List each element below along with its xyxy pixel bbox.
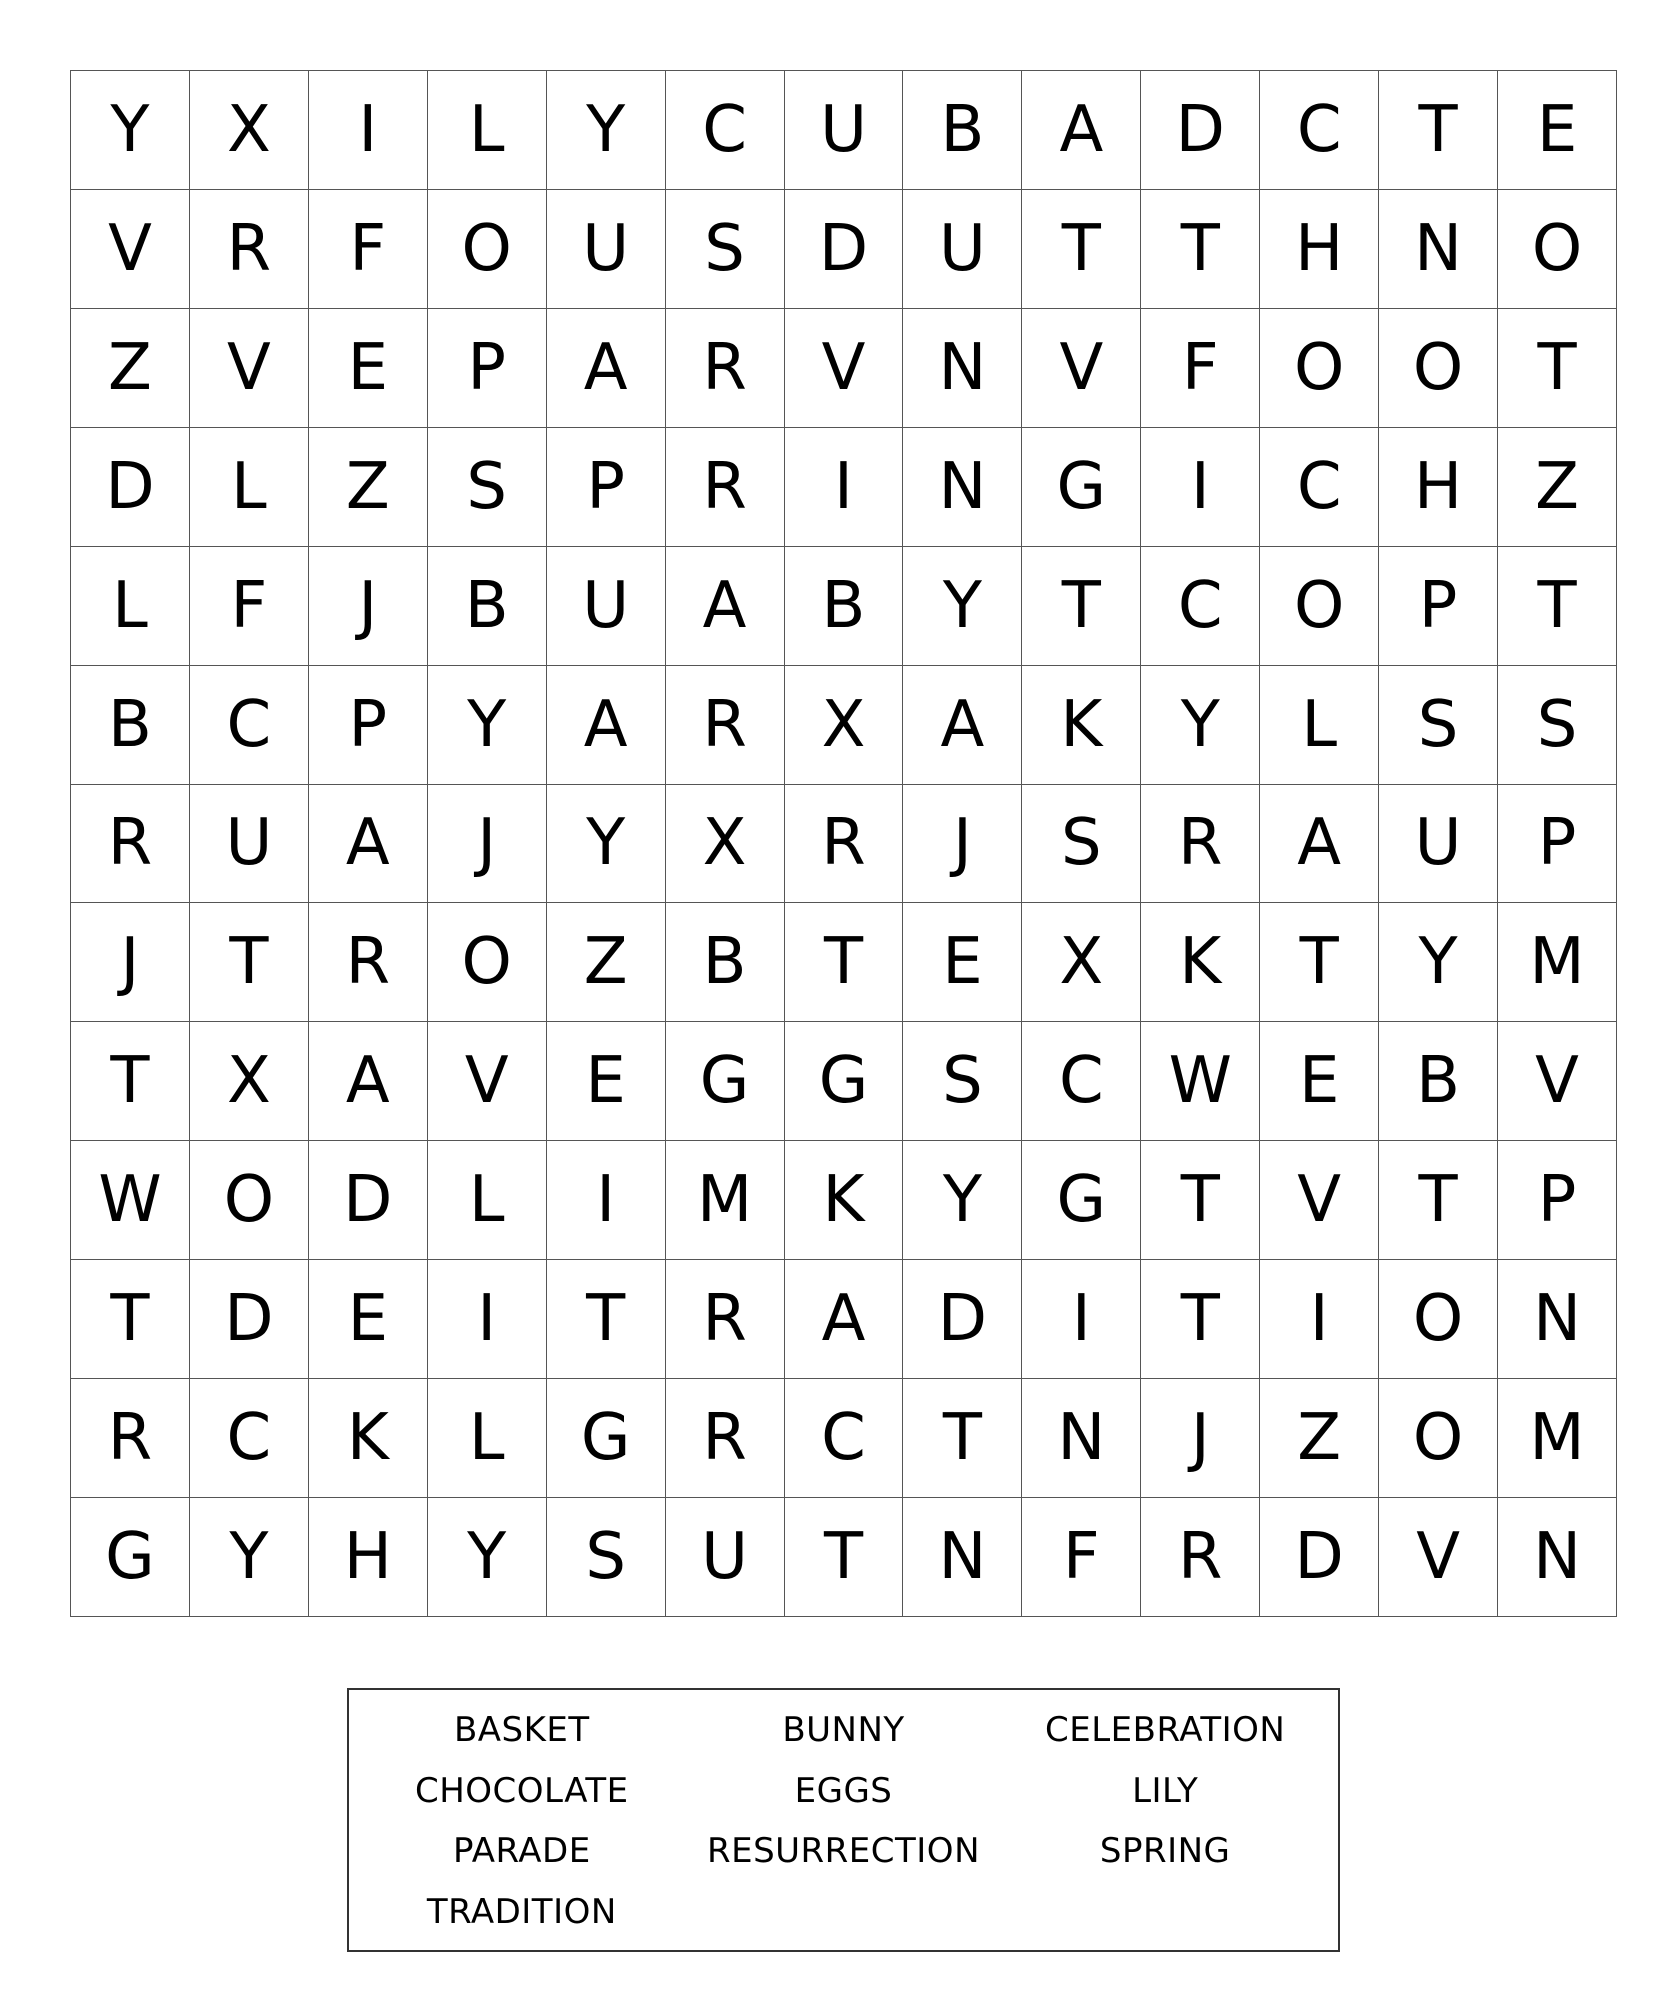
grid-cell[interactable]: A xyxy=(785,1260,904,1379)
grid-cell[interactable]: U xyxy=(190,785,309,904)
grid-cell[interactable]: C xyxy=(1022,1022,1141,1141)
grid-cell[interactable]: J xyxy=(428,785,547,904)
grid-cell[interactable]: G xyxy=(785,1022,904,1141)
grid-cell[interactable]: L xyxy=(428,1141,547,1260)
grid-cell[interactable]: T xyxy=(1379,1141,1498,1260)
word-bank-item: BUNNY xyxy=(782,1710,905,1751)
grid-cell[interactable]: N xyxy=(903,428,1022,547)
word-bank-item: BASKET xyxy=(453,1710,590,1751)
grid-cell[interactable]: C xyxy=(190,666,309,785)
grid-cell[interactable]: T xyxy=(1141,1141,1260,1260)
grid-cell[interactable]: P xyxy=(1498,1141,1617,1260)
grid-cell[interactable]: I xyxy=(1022,1260,1141,1379)
grid-cell[interactable]: S xyxy=(428,428,547,547)
grid-cell[interactable]: T xyxy=(1379,71,1498,190)
grid-cell[interactable]: Z xyxy=(309,428,428,547)
word-bank-item: CELEBRATION xyxy=(1044,1710,1286,1751)
grid-cell[interactable]: K xyxy=(309,1379,428,1498)
grid-cell[interactable]: R xyxy=(1141,1498,1260,1617)
grid-cell[interactable]: A xyxy=(309,1022,428,1141)
grid-cell[interactable]: V xyxy=(428,1022,547,1141)
grid-cell[interactable]: I xyxy=(785,428,904,547)
grid-cell[interactable]: H xyxy=(309,1498,428,1617)
grid-cell[interactable]: K xyxy=(785,1141,904,1260)
grid-cell[interactable]: X xyxy=(190,1022,309,1141)
grid-cell[interactable]: O xyxy=(1260,547,1379,666)
grid-cell[interactable]: Z xyxy=(547,903,666,1022)
grid-cell[interactable]: E xyxy=(903,903,1022,1022)
word-bank-item: SPRING xyxy=(1099,1831,1231,1872)
grid-cell[interactable]: J xyxy=(903,785,1022,904)
grid-cell[interactable]: Z xyxy=(1260,1379,1379,1498)
grid-cell[interactable]: I xyxy=(309,71,428,190)
grid-cell[interactable]: B xyxy=(903,71,1022,190)
grid-cell[interactable]: A xyxy=(547,309,666,428)
grid-cell[interactable]: F xyxy=(190,547,309,666)
grid-cell[interactable]: L xyxy=(190,428,309,547)
grid-cell[interactable]: T xyxy=(785,903,904,1022)
word-bank-item: RESURRECTION xyxy=(706,1831,981,1872)
grid-cell[interactable]: R xyxy=(666,309,785,428)
grid-cell[interactable]: L xyxy=(71,547,190,666)
grid-cell[interactable]: Z xyxy=(71,309,190,428)
grid-cell[interactable]: A xyxy=(1022,71,1141,190)
grid-cell[interactable]: T xyxy=(1022,547,1141,666)
grid-cell[interactable]: C xyxy=(190,1379,309,1498)
grid-cell[interactable]: L xyxy=(428,1379,547,1498)
grid-cell[interactable]: J xyxy=(1141,1379,1260,1498)
grid-cell[interactable]: R xyxy=(666,666,785,785)
grid-cell[interactable]: T xyxy=(71,1260,190,1379)
grid-cell[interactable]: M xyxy=(1498,903,1617,1022)
grid-cell[interactable]: B xyxy=(785,547,904,666)
grid-cell[interactable]: S xyxy=(1498,666,1617,785)
grid-cell[interactable]: A xyxy=(309,785,428,904)
grid-cell[interactable]: B xyxy=(666,903,785,1022)
grid-cell[interactable]: Y xyxy=(547,71,666,190)
grid-cell[interactable]: X xyxy=(190,71,309,190)
grid-cell[interactable]: S xyxy=(666,190,785,309)
grid-cell[interactable]: C xyxy=(1260,71,1379,190)
grid-cell[interactable]: F xyxy=(1141,309,1260,428)
grid-cell[interactable]: P xyxy=(1379,547,1498,666)
grid-cell[interactable]: A xyxy=(903,666,1022,785)
grid-cell[interactable]: T xyxy=(1141,190,1260,309)
grid-cell[interactable]: Y xyxy=(190,1498,309,1617)
grid-cell[interactable]: P xyxy=(309,666,428,785)
grid-cell[interactable]: E xyxy=(547,1022,666,1141)
grid-cell[interactable]: U xyxy=(547,547,666,666)
grid-cell[interactable]: G xyxy=(1022,1141,1141,1260)
grid-cell[interactable]: F xyxy=(1022,1498,1141,1617)
grid-cell[interactable]: C xyxy=(1260,428,1379,547)
grid-cell[interactable]: U xyxy=(547,190,666,309)
grid-cell[interactable]: D xyxy=(1260,1498,1379,1617)
grid-cell[interactable]: U xyxy=(1379,785,1498,904)
grid-cell[interactable]: E xyxy=(1498,71,1617,190)
grid-cell[interactable]: V xyxy=(190,309,309,428)
grid-cell[interactable]: R xyxy=(666,1260,785,1379)
grid-cell[interactable]: T xyxy=(1498,547,1617,666)
word-bank xyxy=(347,1688,1340,1952)
grid-cell[interactable]: N xyxy=(1022,1379,1141,1498)
grid-cell[interactable]: N xyxy=(1498,1498,1617,1617)
grid-cell[interactable]: X xyxy=(1022,903,1141,1022)
word-bank-item: LILY xyxy=(1132,1770,1199,1811)
grid-cell[interactable]: V xyxy=(785,309,904,428)
grid-cell[interactable]: W xyxy=(1141,1022,1260,1141)
grid-cell[interactable]: O xyxy=(1379,1260,1498,1379)
grid-cell[interactable]: Z xyxy=(1498,428,1617,547)
grid-cell[interactable]: D xyxy=(190,1260,309,1379)
word-bank-item: CHOCOLATE xyxy=(414,1770,629,1811)
grid-cell[interactable]: T xyxy=(1260,903,1379,1022)
grid-cell[interactable]: N xyxy=(903,1498,1022,1617)
grid-cell[interactable]: J xyxy=(71,903,190,1022)
grid-cell[interactable]: D xyxy=(309,1141,428,1260)
grid-cell[interactable]: T xyxy=(1498,309,1617,428)
grid-cell[interactable]: A xyxy=(547,666,666,785)
grid-cell[interactable]: D xyxy=(1141,71,1260,190)
grid-cell[interactable]: G xyxy=(71,1498,190,1617)
grid-cell[interactable]: T xyxy=(71,1022,190,1141)
grid-cell[interactable]: V xyxy=(71,190,190,309)
grid-cell[interactable]: Y xyxy=(1379,903,1498,1022)
grid-cell[interactable]: G xyxy=(547,1379,666,1498)
grid-cell[interactable]: R xyxy=(1141,785,1260,904)
grid-cell[interactable]: V xyxy=(1498,1022,1617,1141)
grid-cell[interactable]: Y xyxy=(428,666,547,785)
grid-cell[interactable]: C xyxy=(785,1379,904,1498)
grid-cell[interactable]: C xyxy=(666,71,785,190)
grid-cell[interactable]: O xyxy=(428,190,547,309)
grid-cell[interactable]: V xyxy=(1379,1498,1498,1617)
grid-cell[interactable]: R xyxy=(309,903,428,1022)
grid-cell[interactable]: T xyxy=(190,903,309,1022)
grid-cell[interactable]: X xyxy=(666,785,785,904)
grid-cell[interactable]: K xyxy=(1022,666,1141,785)
grid-cell[interactable]: O xyxy=(1260,309,1379,428)
grid-cell[interactable]: K xyxy=(1141,903,1260,1022)
grid-cell[interactable]: V xyxy=(1260,1141,1379,1260)
grid-cell[interactable]: R xyxy=(785,785,904,904)
grid-cell[interactable]: I xyxy=(428,1260,547,1379)
grid-cell[interactable]: Y xyxy=(903,1141,1022,1260)
word-bank-item: PARADE xyxy=(452,1831,591,1872)
grid-cell[interactable]: A xyxy=(666,547,785,666)
grid-cell[interactable]: G xyxy=(666,1022,785,1141)
grid-cell[interactable]: S xyxy=(1022,785,1141,904)
grid-cell[interactable]: S xyxy=(1379,666,1498,785)
grid-cell[interactable]: C xyxy=(1141,547,1260,666)
grid-cell[interactable]: L xyxy=(428,71,547,190)
grid-cell[interactable]: W xyxy=(71,1141,190,1260)
grid-cell[interactable]: E xyxy=(1260,1022,1379,1141)
grid-cell[interactable]: Y xyxy=(903,547,1022,666)
grid-cell[interactable]: D xyxy=(71,428,190,547)
grid-cell[interactable]: G xyxy=(1022,428,1141,547)
grid-cell[interactable]: M xyxy=(1498,1379,1617,1498)
grid-cell[interactable]: D xyxy=(903,1260,1022,1379)
grid-cell[interactable]: U xyxy=(785,71,904,190)
grid-cell[interactable]: U xyxy=(666,1498,785,1617)
grid-cell[interactable]: T xyxy=(903,1379,1022,1498)
grid-cell[interactable]: R xyxy=(190,190,309,309)
grid-cell[interactable]: P xyxy=(1498,785,1617,904)
grid-cell[interactable]: O xyxy=(190,1141,309,1260)
grid-cell[interactable]: T xyxy=(1022,190,1141,309)
grid-cell[interactable]: Y xyxy=(71,71,190,190)
grid-cell[interactable]: I xyxy=(1260,1260,1379,1379)
grid-cell[interactable]: H xyxy=(1260,190,1379,309)
grid-cell[interactable]: X xyxy=(785,666,904,785)
grid-cell[interactable]: P xyxy=(428,309,547,428)
grid-cell[interactable]: B xyxy=(71,666,190,785)
grid-cell[interactable]: O xyxy=(1379,309,1498,428)
grid-cell[interactable]: E xyxy=(309,309,428,428)
grid-cell[interactable]: B xyxy=(1379,1022,1498,1141)
grid-cell[interactable]: V xyxy=(1022,309,1141,428)
grid-cell[interactable]: Y xyxy=(1141,666,1260,785)
grid-cell[interactable]: T xyxy=(785,1498,904,1617)
word-search-grid xyxy=(70,70,1617,1617)
word-bank-item: EGGS xyxy=(794,1770,893,1811)
grid-cell[interactable]: I xyxy=(1141,428,1260,547)
grid-cell[interactable]: O xyxy=(1498,190,1617,309)
grid-cell[interactable]: R xyxy=(666,1379,785,1498)
grid-cell[interactable]: B xyxy=(428,547,547,666)
grid-cell[interactable]: Y xyxy=(547,785,666,904)
grid-cell[interactable]: L xyxy=(1260,666,1379,785)
grid-cell[interactable]: H xyxy=(1379,428,1498,547)
grid-cell[interactable]: J xyxy=(309,547,428,666)
grid-cell[interactable]: N xyxy=(1498,1260,1617,1379)
grid-cell[interactable]: Y xyxy=(428,1498,547,1617)
grid-cell[interactable]: O xyxy=(1379,1379,1498,1498)
grid-cell[interactable]: S xyxy=(903,1022,1022,1141)
grid-cell[interactable]: N xyxy=(1379,190,1498,309)
grid-cell[interactable]: E xyxy=(309,1260,428,1379)
grid-cell[interactable]: A xyxy=(1260,785,1379,904)
grid-cell[interactable]: T xyxy=(547,1260,666,1379)
grid-cell[interactable]: M xyxy=(666,1141,785,1260)
word-bank-item: TRADITION xyxy=(426,1891,617,1932)
grid-cell[interactable]: S xyxy=(547,1498,666,1617)
grid-cell[interactable]: T xyxy=(1141,1260,1260,1379)
grid-cell[interactable]: R xyxy=(71,785,190,904)
grid-cell[interactable]: I xyxy=(547,1141,666,1260)
grid-cell[interactable]: O xyxy=(428,903,547,1022)
grid-cell[interactable]: D xyxy=(785,190,904,309)
grid-cell[interactable]: U xyxy=(903,190,1022,309)
grid-cell[interactable]: N xyxy=(903,309,1022,428)
grid-cell[interactable]: F xyxy=(309,190,428,309)
grid-cell[interactable]: P xyxy=(547,428,666,547)
grid-cell[interactable]: R xyxy=(71,1379,190,1498)
grid-cell[interactable]: R xyxy=(666,428,785,547)
